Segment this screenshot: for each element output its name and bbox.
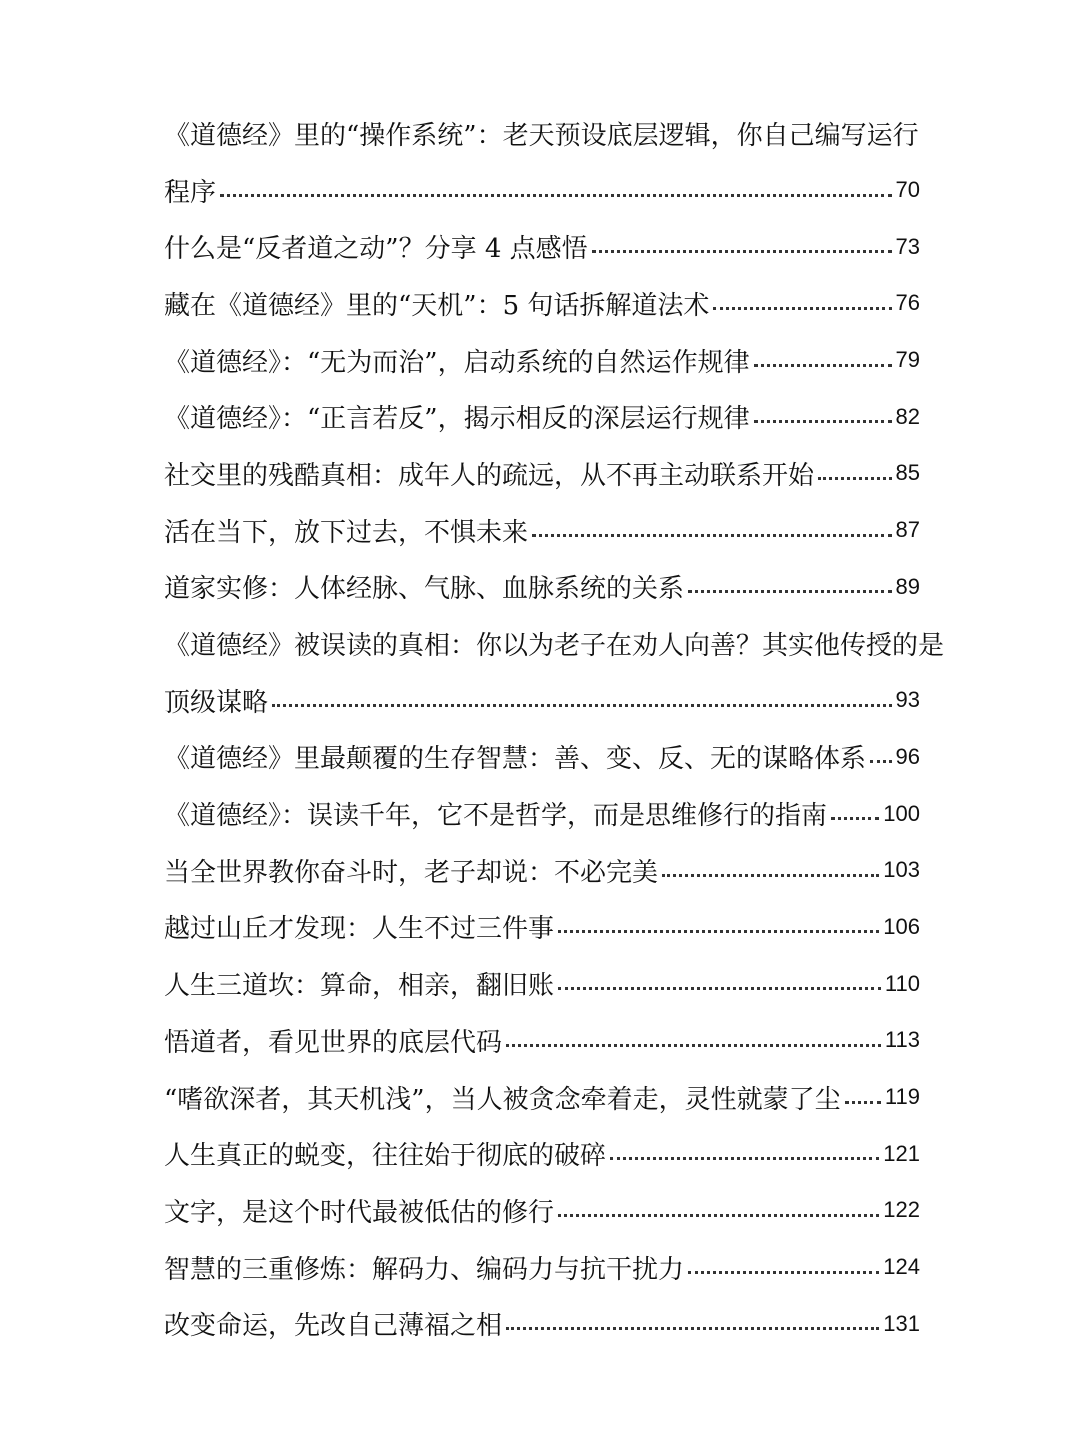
- dot-leader: [713, 307, 891, 310]
- toc-entry: [164, 1239, 920, 1296]
- dot-leader: [220, 194, 892, 197]
- toc-entry-title: 道家实修：人体经脉、气脉、血脉系统的关系: [164, 574, 685, 605]
- toc-entry-page-number: 82: [895, 403, 920, 429]
- toc-entry-title: 悟道者，看见世界的底层代码: [164, 1027, 503, 1058]
- dot-leader: [818, 477, 892, 480]
- toc-entry-title: 改变命运，先改自己薄福之相: [164, 1311, 503, 1342]
- toc-entry-title: 人生三道坎：算命，相亲，翻旧账: [164, 971, 555, 1002]
- toc-entry-page-number: 93: [895, 687, 920, 713]
- toc-entry-title: 《道德经》：“正言若反”，揭示相反的深层运行规律: [164, 404, 750, 435]
- toc-entry-page-number: 122: [883, 1197, 920, 1223]
- dot-leader: [870, 760, 892, 763]
- dot-leader: [662, 874, 879, 877]
- toc-entry-title: 人生真正的蜕变，往往始于彻底的破碎: [164, 1141, 607, 1172]
- dot-leader: [754, 364, 892, 367]
- dot-leader: [831, 817, 879, 820]
- toc-entry-page-number: 76: [895, 290, 920, 316]
- toc-entry: [164, 445, 920, 502]
- toc-entry-title: 顶级谋略: [164, 687, 269, 718]
- toc-entry: [164, 559, 920, 616]
- toc-entry-title: 智慧的三重修炼：解码力、编码力与抗干扰力: [164, 1254, 685, 1285]
- toc-entry-page-number: 85: [895, 460, 920, 486]
- toc-entry-page-number: 100: [883, 800, 920, 826]
- toc-entry-page-number: 96: [895, 743, 920, 769]
- toc-entry-page-number: 106: [883, 913, 920, 939]
- toc-entry: [164, 275, 920, 332]
- toc-entry: [164, 162, 920, 219]
- toc-entry-title: 当全世界教你奋斗时，老子却说：不必完美: [164, 857, 659, 888]
- toc-entry-page-number: 79: [895, 347, 920, 373]
- dot-leader: [845, 1101, 881, 1104]
- toc-entry: [164, 729, 920, 786]
- toc-entry-title: 《道德经》：误读千年，它不是哲学，而是思维修行的指南: [164, 801, 828, 832]
- toc-entry: [164, 1295, 920, 1352]
- toc-entry-page-number: 87: [895, 517, 920, 543]
- toc-entry-page-number: 70: [895, 177, 920, 203]
- toc-entry: [164, 785, 920, 842]
- toc-entry-page-number: 73: [895, 233, 920, 259]
- toc-entry-page-number: 103: [883, 857, 920, 883]
- toc-entry-title: 越过山丘才发现：人生不过三件事: [164, 914, 555, 945]
- toc-entry: [164, 218, 920, 275]
- dot-leader: [592, 250, 892, 253]
- toc-entry: [164, 332, 920, 389]
- dot-leader: [754, 420, 892, 423]
- toc-entry-page-number: 131: [883, 1310, 920, 1336]
- dot-leader: [558, 987, 881, 990]
- toc-entry: [164, 1012, 920, 1069]
- toc-entry: [164, 502, 920, 559]
- toc-entry-title: “嗜欲深者，其天机浅”，当人被贪念牵着走，灵性就蒙了尘: [164, 1084, 841, 1115]
- toc-entry-title: 《道德经》里最颠覆的生存智慧：善、变、反、无的谋略体系: [164, 744, 867, 775]
- toc-entry: [164, 899, 920, 956]
- dot-leader: [558, 930, 879, 933]
- toc-entry-page-number: 113: [884, 1027, 920, 1053]
- dot-leader: [688, 1271, 879, 1274]
- toc-entry-page-number: 124: [883, 1254, 920, 1280]
- toc-entry-page-number: 121: [883, 1140, 920, 1166]
- toc-entry: [164, 1125, 920, 1182]
- toc-entry-title: 《道德经》里的“操作系统”：老天预设底层逻辑，你自己编写运行: [164, 120, 919, 151]
- toc-entry-page-number: 119: [884, 1084, 920, 1110]
- toc-entry: [164, 388, 920, 445]
- toc-entry: [164, 955, 920, 1012]
- toc-entry-title: 文字，是这个时代最被低估的修行: [164, 1197, 555, 1228]
- toc-entry-title: 什么是“反者道之动”？分享 4 点感悟: [164, 234, 588, 265]
- toc-entry: [164, 1069, 920, 1126]
- dot-leader: [688, 590, 892, 593]
- toc-entry: [164, 105, 920, 162]
- dot-leader: [506, 1044, 881, 1047]
- toc-entry: [164, 842, 920, 899]
- dot-leader: [610, 1157, 879, 1160]
- dot-leader: [532, 534, 892, 537]
- toc-entry-title: 活在当下，放下过去，不惧未来: [164, 517, 529, 548]
- toc-entry-page-number: 89: [895, 573, 920, 599]
- toc-entry: [164, 1182, 920, 1239]
- toc-entry-title: 《道德经》：“无为而治”，启动系统的自然运作规律: [164, 347, 750, 378]
- toc-entry-title: 社交里的残酷真相：成年人的疏远，从不再主动联系开始: [164, 460, 815, 491]
- dot-leader: [558, 1214, 879, 1217]
- dot-leader: [272, 704, 892, 707]
- toc-entry-title: 程序: [164, 177, 217, 208]
- toc-entry-title: 藏在《道德经》里的“天机”：5 句话拆解道法术: [164, 290, 710, 321]
- toc-entry: [164, 615, 945, 672]
- toc-entry-page-number: 110: [884, 970, 920, 996]
- toc-entry-title: 《道德经》被误读的真相：你以为老子在劝人向善？其实他传授的是: [164, 631, 945, 662]
- toc-entry: [164, 672, 920, 729]
- table-of-contents: [164, 105, 945, 1352]
- dot-leader: [506, 1327, 879, 1330]
